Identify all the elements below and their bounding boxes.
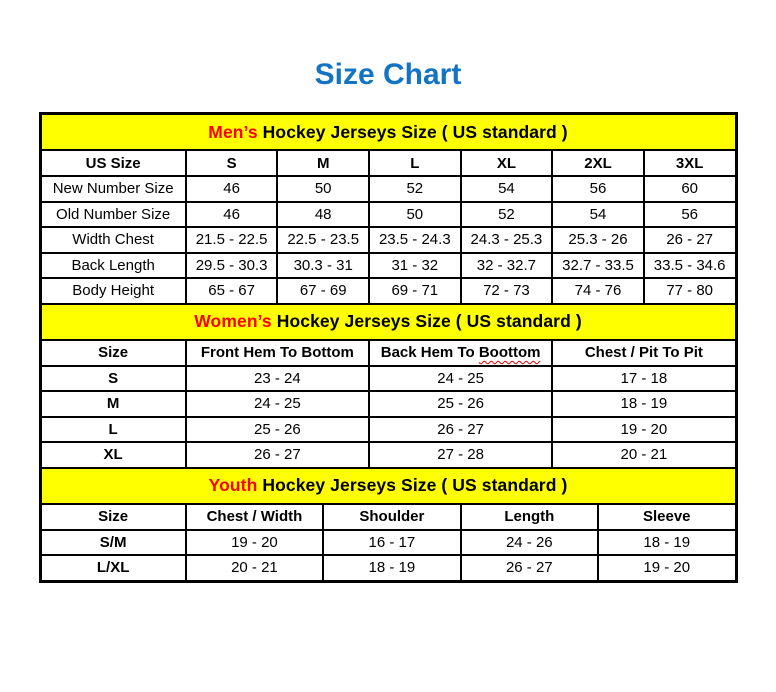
womens-section-title-accent: Women’s: [194, 311, 272, 331]
youth-column-header: Length: [461, 504, 598, 530]
womens-table-row: [41, 417, 736, 443]
womens-header-row: [41, 340, 736, 366]
youth-table-row: [41, 530, 736, 556]
cell-value: 32.7 - 33.5: [552, 253, 644, 279]
youth-table-row: [41, 555, 736, 581]
youth-header-row: [41, 504, 736, 530]
cell-value: 54: [552, 202, 644, 228]
cell-value: 77 - 80: [644, 278, 736, 304]
cell-value: 21.5 - 22.5: [186, 227, 278, 253]
mens-table-row: [41, 227, 736, 253]
cell-value: 48: [277, 202, 369, 228]
womens-table-row: [41, 442, 736, 468]
cell-value: 18 - 19: [323, 555, 460, 581]
mens-table-row: [41, 176, 736, 202]
page-title: Size Chart: [314, 58, 462, 91]
size-table-youth: [40, 467, 737, 582]
womens-table-row: [41, 366, 736, 392]
cell-value: 65 - 67: [186, 278, 278, 304]
cell-value: 23 - 24: [186, 366, 369, 392]
row-label: S: [41, 366, 186, 392]
cell-value: 67 - 69: [277, 278, 369, 304]
cell-value: 52: [369, 176, 461, 202]
cell-value: 24 - 25: [186, 391, 369, 417]
youth-section-band: [41, 468, 736, 504]
cell-value: 20 - 21: [186, 555, 323, 581]
row-label: Width Chest: [41, 227, 186, 253]
womens-table-row: [41, 391, 736, 417]
cell-value: 18 - 19: [552, 391, 735, 417]
mens-column-header: US Size: [41, 150, 186, 176]
youth-column-header: Chest / Width: [186, 504, 323, 530]
mens-section-band: [41, 114, 736, 150]
cell-value: 52: [461, 202, 553, 228]
cell-value: 24.3 - 25.3: [461, 227, 553, 253]
youth-section-title-rest: Hockey Jerseys Size ( US standard ): [257, 475, 568, 495]
cell-value: 23.5 - 24.3: [369, 227, 461, 253]
cell-value: 26 - 27: [369, 417, 552, 443]
cell-value: 50: [369, 202, 461, 228]
youth-column-header: Sleeve: [598, 504, 735, 530]
row-label: Body Height: [41, 278, 186, 304]
cell-value: 60: [644, 176, 736, 202]
cell-value: 17 - 18: [552, 366, 735, 392]
cell-value: 26 - 27: [644, 227, 736, 253]
womens-section-title: [41, 304, 736, 340]
mens-column-header: 3XL: [644, 150, 736, 176]
row-label: S/M: [41, 530, 186, 556]
mens-section-title: [41, 114, 736, 150]
youth-section-title-accent: Youth: [208, 475, 258, 495]
mens-table-row: [41, 278, 736, 304]
womens-column-header: Size: [41, 340, 186, 366]
cell-value: 32 - 32.7: [461, 253, 553, 279]
cell-value: 50: [277, 176, 369, 202]
mens-section-title-rest: Hockey Jerseys Size ( US standard ): [257, 121, 568, 142]
cell-value: 24 - 25: [369, 366, 552, 392]
womens-section-title-rest: Hockey Jerseys Size ( US standard ): [271, 311, 582, 331]
cell-value: 26 - 27: [186, 442, 369, 468]
size-chart-tables: [39, 112, 738, 583]
size-table-mens: [40, 113, 737, 305]
row-label: M: [41, 391, 186, 417]
cell-value: 20 - 21: [552, 442, 735, 468]
cell-value: 72 - 73: [461, 278, 553, 304]
mens-column-header: S: [186, 150, 278, 176]
mens-column-header: 2XL: [552, 150, 644, 176]
size-table-womens: [40, 303, 737, 469]
mens-table-row: [41, 253, 736, 279]
womens-column-header: Chest / Pit To Pit: [552, 340, 735, 366]
cell-value: 16 - 17: [323, 530, 460, 556]
row-label: Old Number Size: [41, 202, 186, 228]
cell-value: 25 - 26: [186, 417, 369, 443]
row-label: New Number Size: [41, 176, 186, 202]
mens-header-row: [41, 150, 736, 176]
womens-section-band: [41, 304, 736, 340]
mens-column-header: M: [277, 150, 369, 176]
cell-value: 31 - 32: [369, 253, 461, 279]
cell-value: 46: [186, 202, 278, 228]
row-label: Back Length: [41, 253, 186, 279]
cell-value: 69 - 71: [369, 278, 461, 304]
cell-value: 25.3 - 26: [552, 227, 644, 253]
cell-value: 19 - 20: [186, 530, 323, 556]
cell-value: 33.5 - 34.6: [644, 253, 736, 279]
misspelled-word: Boottom: [478, 344, 541, 361]
row-label: L: [41, 417, 186, 443]
youth-column-header: Size: [41, 504, 186, 530]
cell-value: 29.5 - 30.3: [186, 253, 278, 279]
cell-value: 24 - 26: [461, 530, 598, 556]
mens-table-row: [41, 202, 736, 228]
youth-section-title: [41, 468, 736, 504]
youth-column-header: Shoulder: [323, 504, 460, 530]
cell-value: 27 - 28: [369, 442, 552, 468]
cell-value: 19 - 20: [598, 555, 735, 581]
row-label: XL: [41, 442, 186, 468]
cell-value: 30.3 - 31: [277, 253, 369, 279]
row-label: L/XL: [41, 555, 186, 581]
cell-value: 26 - 27: [461, 555, 598, 581]
cell-value: 18 - 19: [598, 530, 735, 556]
cell-value: 54: [461, 176, 553, 202]
mens-column-header: XL: [461, 150, 553, 176]
cell-value: 74 - 76: [552, 278, 644, 304]
mens-column-header: L: [369, 150, 461, 176]
cell-value: 22.5 - 23.5: [277, 227, 369, 253]
mens-section-title-accent: Men’s: [208, 121, 258, 142]
cell-value: 56: [552, 176, 644, 202]
cell-value: 25 - 26: [369, 391, 552, 417]
cell-value: 46: [186, 176, 278, 202]
cell-value: 19 - 20: [552, 417, 735, 443]
womens-column-header: Back Hem To Boottom: [369, 340, 552, 366]
cell-value: 56: [644, 202, 736, 228]
womens-column-header: Front Hem To Bottom: [186, 340, 369, 366]
